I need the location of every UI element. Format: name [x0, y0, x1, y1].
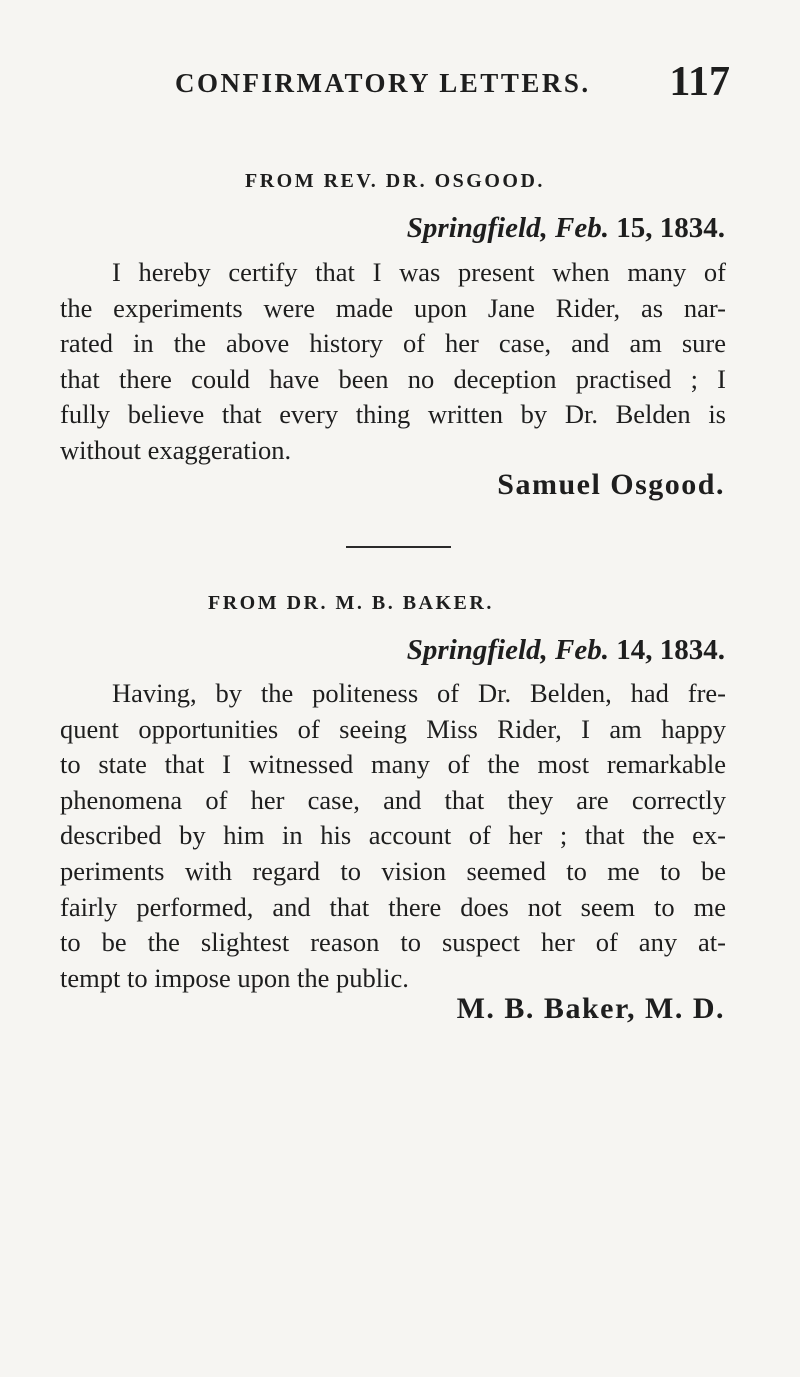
- signature-baker: M. B. Baker, M. D.: [456, 992, 725, 1025]
- text-line: quent opportunities of seeing Miss Rider, I am happy: [60, 713, 726, 744]
- section-divider: [346, 546, 451, 548]
- text-line: Having, by the politeness of Dr. Belden, had fre-: [112, 678, 726, 708]
- letter-heading-osgood: FROM REV. DR. OSGOOD.: [245, 170, 545, 192]
- dateline-baker: [407, 634, 725, 667]
- running-head: CONFIRMATORY LETTERS.: [175, 68, 591, 98]
- text-line: periments with regard to vision seemed to me to be: [60, 855, 726, 886]
- text-line: tempt to impose upon the public.: [60, 962, 409, 993]
- text-line: the experiments were made upon Jane Rider, as nar-: [60, 292, 726, 323]
- text-line: described by him in his account of her ; that the ex-: [60, 820, 726, 851]
- page-header: [175, 58, 730, 108]
- text-line: fully believe that every thing written by Dr. Belden is: [60, 399, 726, 430]
- page-number: 117: [669, 59, 730, 105]
- letter-body-osgood: [60, 255, 726, 469]
- dateline-osgood: [407, 212, 725, 245]
- letter-heading-baker: FROM DR. M. B. BAKER.: [208, 592, 494, 614]
- text-line: phenomena of her case, and that they are correctly: [60, 784, 726, 815]
- dateline-date: 15, 1834.: [616, 212, 725, 244]
- text-line: fairly performed, and that there does not seem to me: [60, 891, 726, 922]
- dateline-place: Springfield, Feb.: [406, 212, 609, 244]
- text-line: I hereby certify that I was present when many of: [112, 257, 726, 287]
- text-line: rated in the above history of her case, and am sure: [60, 328, 726, 359]
- dateline-date: 14, 1834.: [616, 634, 725, 666]
- text-line: to state that I witnessed many of the most remarkable: [60, 749, 726, 780]
- text-line: without exaggeration.: [60, 434, 292, 465]
- signature-osgood: Samuel Osgood.: [497, 468, 725, 501]
- text-line: to be the slightest reason to suspect her of any at-: [60, 927, 726, 958]
- dateline-place: Springfield, Feb.: [406, 634, 609, 666]
- text-line: that there could have been no deception practised ; I: [60, 363, 726, 394]
- letter-body-baker: [60, 676, 726, 996]
